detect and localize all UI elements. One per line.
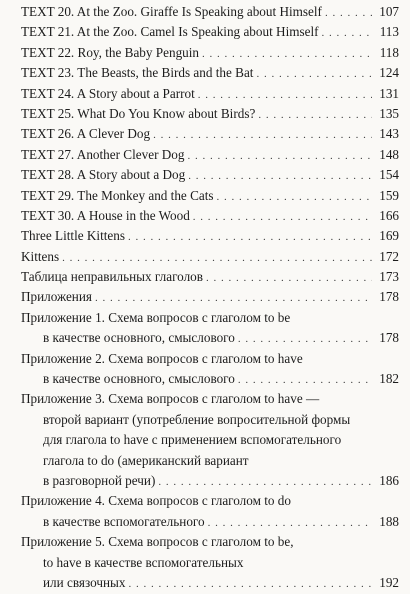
toc-entry-page: 154 bbox=[379, 167, 399, 183]
toc-entry bbox=[21, 43, 399, 63]
toc-entry-title: TEXT 26. A Clever Dog bbox=[21, 126, 151, 142]
dot-leader bbox=[217, 187, 372, 207]
toc-entry bbox=[21, 63, 399, 83]
dot-leader bbox=[325, 3, 372, 23]
dot-leader bbox=[258, 105, 372, 125]
dot-leader bbox=[129, 574, 373, 594]
dot-leader bbox=[62, 248, 372, 268]
dot-leader bbox=[128, 227, 372, 247]
toc-entry-title: TEXT 24. A Story about a Parrot bbox=[21, 85, 195, 101]
toc-entry-title: TEXT 28. A Story about a Dog bbox=[21, 167, 186, 183]
appendix-3-page: 186 bbox=[379, 472, 399, 488]
toc-entry-page: 148 bbox=[379, 146, 399, 162]
toc-entry-title: Three Little Kittens bbox=[21, 228, 125, 244]
toc-entry-page: 159 bbox=[379, 187, 399, 203]
toc-entry bbox=[21, 287, 399, 307]
toc-entry-title: TEXT 23. The Beasts, the Birds and the Bat bbox=[21, 65, 254, 81]
dot-leader bbox=[153, 125, 372, 145]
appendix-4-page: 188 bbox=[379, 513, 399, 529]
toc-entry-page: 107 bbox=[379, 4, 399, 19]
toc-entry bbox=[21, 84, 399, 104]
dot-leader bbox=[95, 288, 372, 308]
toc-entry-title: TEXT 20. At the Zoo. Giraffe Is Speaking about Himself bbox=[21, 4, 322, 19]
toc-entry-title: TEXT 29. The Monkey and the Cats bbox=[21, 187, 214, 203]
table-of-contents bbox=[21, 2, 399, 593]
dot-leader bbox=[256, 64, 372, 84]
toc-entry-title: TEXT 22. Roy, the Baby Penguin bbox=[21, 44, 200, 60]
appendix-1-line-2: в качестве основного, смыслового bbox=[43, 330, 235, 346]
appendix-2-heading bbox=[21, 349, 399, 369]
appendix-3-line-1: Приложение 3. Схема вопросов с глаголом to have — bbox=[21, 391, 320, 407]
dot-leader bbox=[238, 370, 372, 390]
appendix-5-line-1: Приложение 5. Схема вопросов с глаголом to be, bbox=[21, 534, 294, 550]
appendix-2-page: 182 bbox=[379, 371, 399, 387]
appendix-3-entry bbox=[21, 471, 399, 491]
toc-entry bbox=[21, 267, 399, 287]
appendix-1-page: 178 bbox=[379, 330, 399, 346]
appendix-4-heading bbox=[21, 491, 399, 511]
appendix-2-line-1: Приложение 2. Схема вопросов с глаголом to have bbox=[21, 350, 303, 366]
appendix-5-line-2: to have в качестве вспомогательных bbox=[43, 554, 244, 570]
appendix-1-heading bbox=[21, 308, 399, 328]
toc-entry-page: 169 bbox=[379, 228, 399, 244]
appendix-2-entry bbox=[21, 369, 399, 389]
appendix-5-page: 192 bbox=[379, 574, 399, 590]
toc-entry-title: TEXT 27. Another Clever Dog bbox=[21, 146, 185, 162]
toc-entry bbox=[21, 226, 399, 246]
toc-entry bbox=[21, 165, 399, 185]
toc-entry bbox=[21, 2, 399, 22]
toc-entry bbox=[21, 124, 399, 144]
toc-entry-page: 124 bbox=[379, 65, 399, 81]
appendix-3-line-4: глагола to do (американский вариант bbox=[43, 452, 249, 468]
toc-entry-page: 172 bbox=[379, 248, 399, 264]
appendix-3-line-3: для глагола to have с применением вспомогательного bbox=[43, 432, 342, 448]
toc-entry-page: 178 bbox=[379, 289, 399, 305]
toc-entry bbox=[21, 22, 399, 42]
appendix-4-line-1: Приложение 4. Схема вопросов с глаголом to do bbox=[21, 493, 291, 509]
toc-entry bbox=[21, 206, 399, 226]
appendix-4-entry bbox=[21, 512, 399, 532]
toc-entry bbox=[21, 104, 399, 124]
appendix-1-line-1: Приложение 1. Схема вопросов с глаголом to be bbox=[21, 309, 291, 325]
dot-leader bbox=[193, 207, 372, 227]
appendix-1-entry bbox=[21, 328, 399, 348]
toc-entry bbox=[21, 145, 399, 165]
dot-leader bbox=[187, 146, 372, 166]
appendix-3-line-2: второй вариант (употребление вопросительной формы bbox=[43, 411, 351, 427]
toc-entry-title: Таблица неправильных глаголов bbox=[21, 269, 203, 285]
toc-entry-page: 135 bbox=[379, 105, 399, 121]
dot-leader bbox=[202, 44, 372, 64]
toc-entry-page: 173 bbox=[379, 269, 399, 285]
toc-entry bbox=[21, 186, 399, 206]
appendix-3-line-5: в разговорной речи) bbox=[43, 472, 156, 488]
toc-entry-title: Kittens bbox=[21, 248, 60, 264]
appendix-2-line-2: в качестве основного, смыслового bbox=[43, 371, 235, 387]
toc-entry-page: 143 bbox=[379, 126, 399, 142]
toc-entry-title: Приложения bbox=[21, 289, 92, 305]
toc-entry-title: TEXT 21. At the Zoo. Camel Is Speaking about Himself bbox=[21, 24, 319, 40]
toc-entry-title: TEXT 25. What Do You Know about Birds? bbox=[21, 105, 256, 121]
appendix-3-heading bbox=[21, 389, 399, 409]
toc-entry-page: 131 bbox=[379, 85, 399, 101]
toc-entry-page: 118 bbox=[379, 44, 399, 60]
dot-leader bbox=[322, 23, 372, 43]
appendix-5-heading bbox=[21, 532, 399, 552]
toc-entry-page: 113 bbox=[379, 24, 399, 40]
toc-entry-title: TEXT 30. A House in the Wood bbox=[21, 207, 190, 223]
dot-leader bbox=[188, 166, 372, 186]
dot-leader bbox=[158, 472, 372, 492]
dot-leader bbox=[208, 513, 372, 533]
toc-entry-page: 166 bbox=[379, 207, 399, 223]
dot-leader bbox=[198, 85, 372, 105]
appendix-5-line-3: или связочных bbox=[43, 574, 126, 590]
toc-entry bbox=[21, 247, 399, 267]
dot-leader bbox=[238, 329, 372, 349]
appendix-5-entry bbox=[21, 573, 399, 593]
dot-leader bbox=[206, 268, 372, 288]
appendix-4-line-2: в качестве вспомогательного bbox=[43, 513, 205, 529]
